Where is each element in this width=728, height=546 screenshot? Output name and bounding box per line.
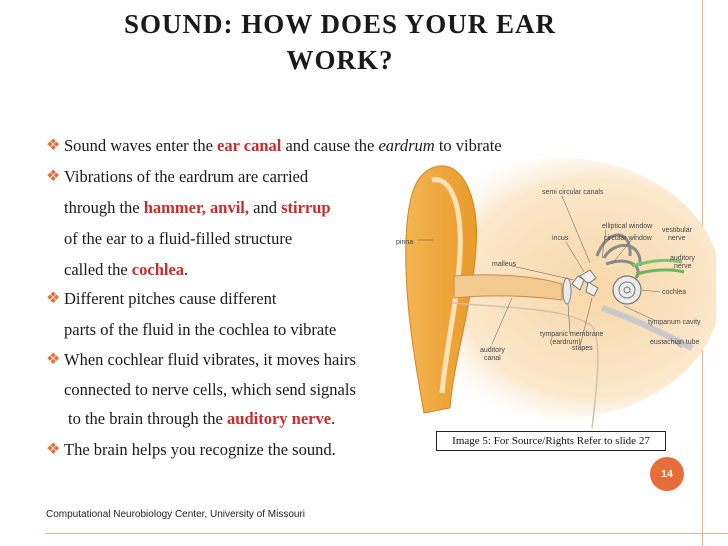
text-run: .: [331, 409, 336, 428]
eardrum-shape: [563, 278, 571, 304]
term-hammer-anvil: hammer, anvil,: [143, 198, 250, 217]
cochlea-shape: [613, 276, 641, 304]
bullet-2-line-3: of the ear to a fluid-filled structure: [64, 229, 293, 248]
bullet-icon: ❖: [46, 290, 61, 307]
label-pinna: pinna: [396, 239, 414, 246]
page-number-badge: 14: [650, 457, 684, 491]
label-vestibular-nerve: nerve: [668, 235, 686, 242]
label-vestibular: vestibular: [662, 227, 692, 234]
label-tympanic-membrane: tympanic membrane: [540, 331, 604, 338]
slide-title: [60, 6, 620, 78]
text-run: .: [184, 260, 189, 279]
footer-text: Computational Neurobiology Center, University of Missouri: [46, 509, 306, 520]
label-incus: incus: [552, 235, 569, 242]
label-circular-window: circular window: [604, 235, 652, 242]
text-run: through the: [64, 198, 144, 217]
label-eustachian-tube: eustachian tube: [650, 339, 700, 346]
label-auditory-nerve: nerve: [674, 263, 692, 270]
bullet-4-text: When cochlear fluid vibrates, it moves hairs: [64, 350, 356, 369]
bullet-5-text: The brain helps you recognize the sound.: [64, 440, 336, 459]
bullet-1-text: [64, 136, 502, 156]
ear-illustration: [392, 158, 716, 430]
label-cochlea: cochlea: [662, 289, 687, 296]
text-run: and: [249, 198, 282, 217]
label-canal: canal: [484, 355, 501, 362]
title-line-1: SOUND: HOW DOES YOUR EAR: [123, 9, 557, 39]
label-auditory: auditory: [670, 255, 695, 262]
title-line-2: WORK?: [286, 45, 394, 75]
term-auditory-nerve: auditory nerve: [227, 409, 332, 428]
label-eardrum: (eardrum): [550, 339, 581, 346]
image-caption: Image 5: For Source/Rights Refer to slide 27: [436, 431, 666, 451]
bullet-4-line-3: [68, 409, 335, 429]
text-run: to vibrate: [434, 136, 502, 155]
bullet-2-line-4: [64, 260, 188, 280]
bullet-icon: ❖: [46, 168, 61, 185]
bullet-icon: ❖: [46, 441, 61, 458]
bullet-2-text: Vibrations of the eardrum are carried: [64, 167, 309, 186]
bullet-3-line-2: parts of the fluid in the cochlea to vibrate: [64, 320, 337, 339]
label-semi-circular-canals: semi circular canals: [542, 189, 604, 196]
bullet-icon: ❖: [46, 137, 61, 154]
term-stirrup: stirrup: [281, 198, 331, 217]
bullet-4-line-2: connected to nerve cells, which send signals: [64, 380, 356, 399]
text-run: to the brain through the: [68, 409, 228, 428]
text-run: Sound waves enter the: [64, 136, 218, 155]
text-run: and cause the: [281, 136, 379, 155]
term-eardrum: eardrum: [378, 136, 435, 155]
bullet-2-line-2: [64, 198, 331, 218]
bullet-3-text: Different pitches cause different: [64, 289, 277, 308]
term-cochlea: cochlea: [131, 260, 185, 279]
label-malleus: malleus: [492, 261, 517, 268]
label-elliptical-window: elliptical window: [602, 223, 653, 230]
text-run: called the: [64, 260, 132, 279]
label-auditory-canal: auditory: [480, 347, 505, 354]
bottom-rule: [45, 533, 728, 534]
bullet-icon: ❖: [46, 351, 61, 368]
ear-diagram: [392, 158, 716, 430]
term-ear-canal: ear canal: [217, 136, 282, 155]
label-stapes: stapes: [572, 345, 593, 352]
label-tympanum-cavity: tympanum cavity: [648, 319, 701, 326]
